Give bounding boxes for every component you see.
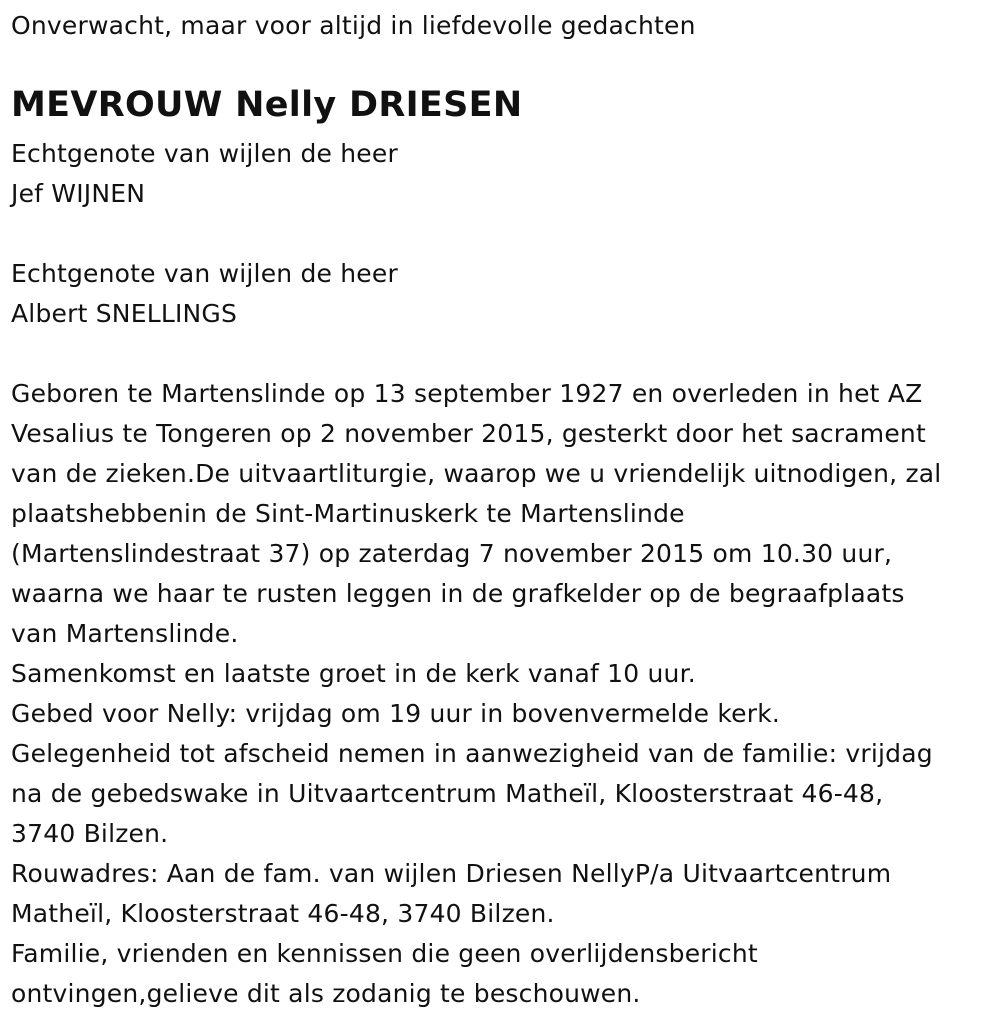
body-line: Gebed voor Nelly: vrijdag om 19 uur in bovenvermelde kerk.	[11, 699, 781, 728]
spouse-name: Albert SNELLINGS	[11, 299, 238, 328]
body-line: Rouwadres: Aan de fam. van wijlen Driesen NellyP/a Uitvaartcentrum	[11, 859, 892, 888]
body-line: plaatshebbenin de Sint-Martinuskerk te Martenslinde	[11, 499, 685, 528]
body-line: na de gebedswake in Uitvaartcentrum Matheïl, Kloosterstraat 46-48,	[11, 779, 884, 808]
body-line: Gelegenheid tot afscheid nemen in aanwezigheid van de familie: vrijdag	[11, 739, 933, 768]
body-line: van Martenslinde.	[11, 619, 239, 648]
body-line: Matheïl, Kloosterstraat 46-48, 3740 Bilzen.	[11, 899, 555, 928]
spouse-relation: Echtgenote van wijlen de heer	[11, 139, 398, 168]
body-line: Samenkomst en laatste groet in de kerk vanaf 10 uur.	[11, 659, 696, 688]
spouse-block-1	[11, 134, 398, 214]
body-line: 3740 Bilzen.	[11, 819, 169, 848]
body-line: (Martenslindestraat 37) op zaterdag 7 november 2015 om 10.30 uur,	[11, 539, 893, 568]
body-line: ontvingen,gelieve dit als zodanig te beschouwen.	[11, 979, 641, 1008]
body-line: Familie, vrienden en kennissen die geen overlijdensbericht	[11, 939, 758, 968]
body-line: Vesalius te Tongeren op 2 november 2015, gesterkt door het sacrament	[11, 419, 926, 448]
deceased-name: MEVROUW Nelly DRIESEN	[11, 85, 523, 125]
intro-line: Onverwacht, maar voor altijd in liefdevolle gedachten	[11, 11, 696, 40]
body-line: Geboren te Martenslinde op 13 september 1927 en overleden in het AZ	[11, 379, 923, 408]
body-line: van de zieken.De uitvaartliturgie, waarop we u vriendelijk uitnodigen, zal	[11, 459, 942, 488]
body-line: waarna we haar te rusten leggen in de grafkelder op de begraafplaats	[11, 579, 905, 608]
spouse-name: Jef WIJNEN	[11, 179, 146, 208]
spouse-block-2	[11, 254, 398, 334]
notice-body	[11, 374, 941, 1014]
spouse-relation: Echtgenote van wijlen de heer	[11, 259, 398, 288]
